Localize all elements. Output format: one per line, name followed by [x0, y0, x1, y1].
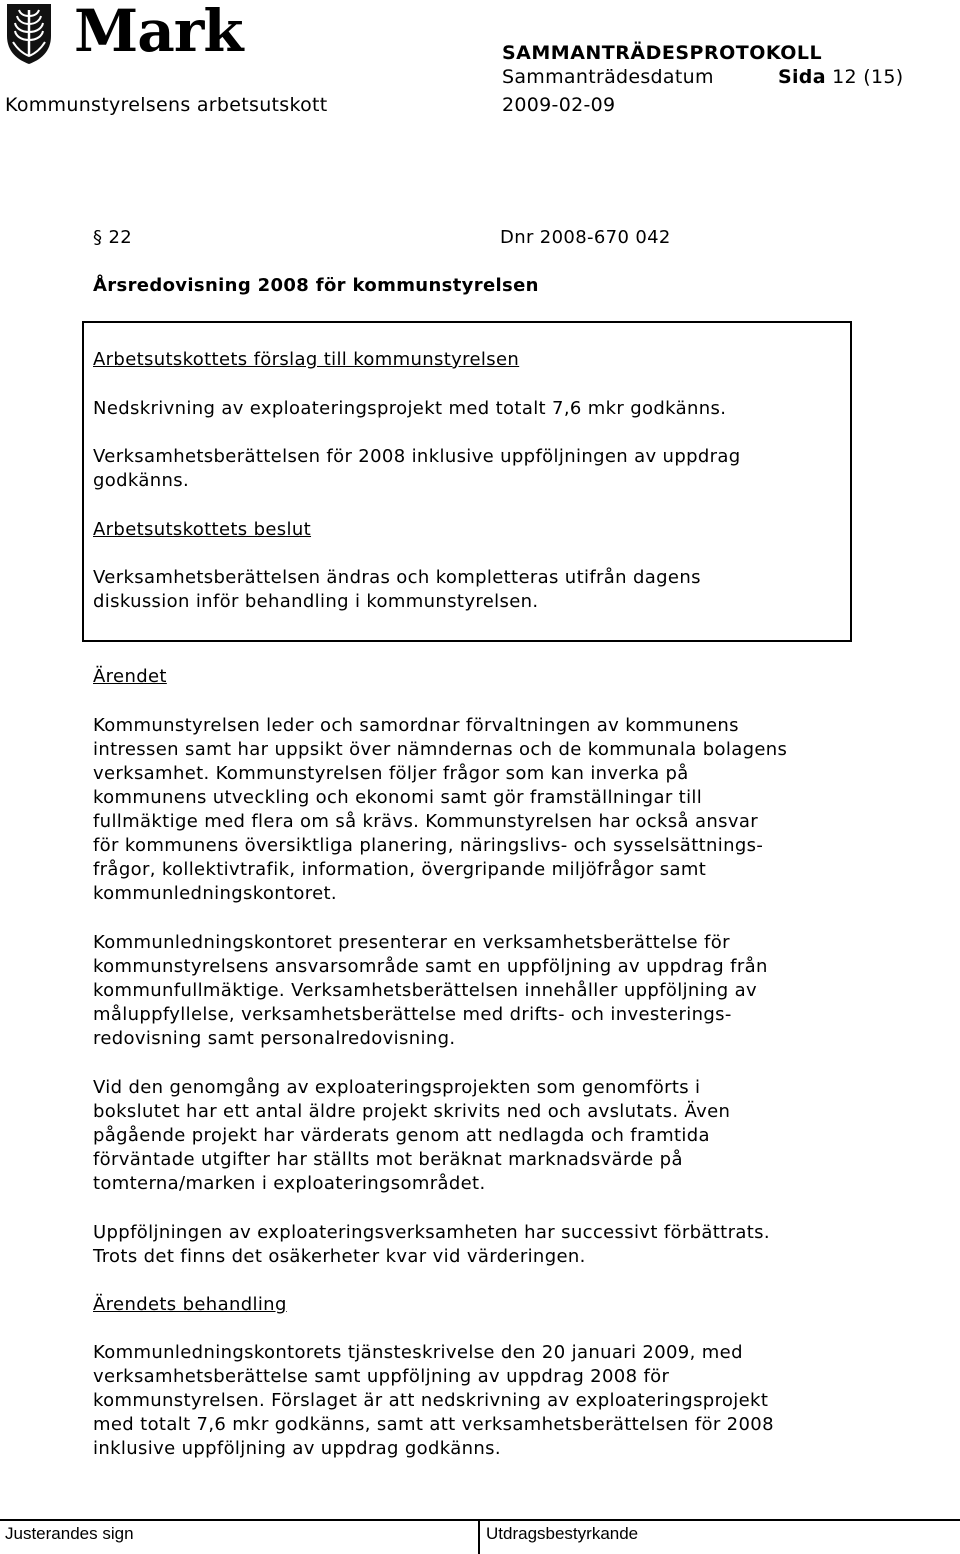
decision-line: diskussion inför behandling i kommunstyrelsen. — [93, 591, 539, 612]
text-line: inklusive uppföljning av uppdrag godkänns. — [93, 1438, 501, 1459]
proposal-line: Nedskrivning av exploateringsprojekt med totalt 7,6 mkr godkänns. — [93, 398, 727, 419]
item-title: Årsredovisning 2008 för kommunstyrelsen — [93, 275, 539, 296]
signature-field-label: Justerandes sign — [5, 1524, 134, 1543]
item-number: 22 — [108, 227, 133, 248]
meeting-date: 2009-02-09 — [502, 94, 616, 116]
text-line: verksamhetsberättelse samt uppföljning av uppdrag 2008 för — [93, 1366, 670, 1387]
text-line: kommunstyrelsens ansvarsområde samt en uppföljning av uppdrag från — [93, 956, 768, 977]
committee-name: Kommunstyrelsens arbetsutskott — [5, 94, 328, 116]
text-line: måluppfyllelse, verksamhetsberättelse med drifts- och investerings- — [93, 1004, 732, 1025]
text-line: fullmäktige med flera om så krävs. Kommunstyrelsen har också ansvar — [93, 811, 758, 832]
decision-heading — [93, 518, 311, 542]
proposal-heading-text: Arbetsutskottets förslag till kommunstyrelsen — [93, 349, 520, 370]
text-line: bokslutet har ett antal äldre projekt skrivits ned och avslutats. Även — [93, 1101, 731, 1122]
section-symbol: § — [93, 227, 103, 248]
decision-heading-text: Arbetsutskottets beslut — [93, 519, 312, 540]
text-line: kommunfullmäktige. Verksamhetsberättelsen innehåller uppföljning av — [93, 980, 758, 1001]
matter-paragraph-3 — [93, 1076, 730, 1196]
decision-line: Verksamhetsberättelsen ändras och kompletteras utifrån dagens — [93, 567, 701, 588]
matter-paragraph-2 — [93, 931, 768, 1051]
document-type: SAMMANTRÄDESPROTOKOLL — [502, 42, 823, 64]
text-line: tomterna/marken i exploateringsområdet. — [93, 1173, 486, 1194]
page-indicator — [778, 66, 904, 88]
matter-heading — [93, 665, 167, 689]
decision-text — [93, 566, 701, 614]
text-line: frågor, kollektivtrafik, information, övergripande miljöfrågor samt — [93, 859, 707, 880]
meeting-date-label: Sammanträdesdatum — [502, 66, 714, 88]
text-line: Uppföljningen av exploateringsverksamheten har successivt förbättrats. — [93, 1222, 770, 1243]
text-line: Kommunledningskontoret presenterar en verksamhetsberättelse för — [93, 932, 730, 953]
proposal-text — [93, 397, 741, 493]
proposal-line: godkänns. — [93, 470, 190, 491]
text-line: kommunens utveckling och ekonomi samt gör framställningar till — [93, 787, 703, 808]
footer-divider — [0, 1519, 960, 1521]
text-line: Kommunledningskontorets tjänsteskrivelse den 20 januari 2009, med — [93, 1342, 743, 1363]
text-line: intressen samt har uppsikt över nämndernas och de kommunala bolagens — [93, 739, 788, 760]
text-line: förväntade utgifter har ställts mot beräknat marknadsvärde på — [93, 1149, 683, 1170]
municipal-coat-of-arms-icon — [4, 2, 54, 66]
municipality-logo-text: Mark — [74, 0, 243, 65]
section-number — [93, 226, 132, 250]
text-line: redovisning samt personalredovisning. — [93, 1028, 456, 1049]
text-line: verksamhet. Kommunstyrelsen följer frågor som kan inverka på — [93, 763, 689, 784]
proposal-line: Verksamhetsberättelsen för 2008 inklusive uppföljningen av uppdrag — [93, 446, 741, 467]
text-line: för kommunens översiktliga planering, näringslivs- och sysselsättnings- — [93, 835, 764, 856]
page-label: Sida — [778, 66, 826, 88]
certification-field-label: Utdragsbestyrkande — [486, 1524, 639, 1543]
text-line: kommunstyrelsen. Förslaget är att nedskrivning av exploateringsprojekt — [93, 1390, 769, 1411]
text-line: Kommunstyrelsen leder och samordnar förvaltningen av kommunens — [93, 715, 739, 736]
handling-paragraph — [93, 1341, 774, 1461]
text-line: med totalt 7,6 mkr godkänns, samt att verksamhetsberättelsen för 2008 — [93, 1414, 774, 1435]
text-line: pågående projekt har värderats genom att nedlagda och framtida — [93, 1125, 710, 1146]
matter-paragraph-4 — [93, 1221, 770, 1269]
handling-heading-text: Ärendets behandling — [93, 1294, 287, 1315]
registration-number: Dnr 2008-670 042 — [500, 227, 671, 248]
footer-column-separator — [478, 1519, 480, 1554]
proposal-heading — [93, 348, 519, 372]
text-line: Trots det finns det osäkerheter kvar vid värderingen. — [93, 1246, 586, 1267]
handling-heading — [93, 1293, 287, 1317]
text-line: Vid den genomgång av exploateringsprojekten som genomförts i — [93, 1077, 701, 1098]
page-number: 12 (15) — [832, 66, 904, 88]
matter-paragraph-1 — [93, 714, 787, 906]
matter-heading-text: Ärendet — [93, 666, 167, 687]
text-line: kommunledningskontoret. — [93, 883, 337, 904]
